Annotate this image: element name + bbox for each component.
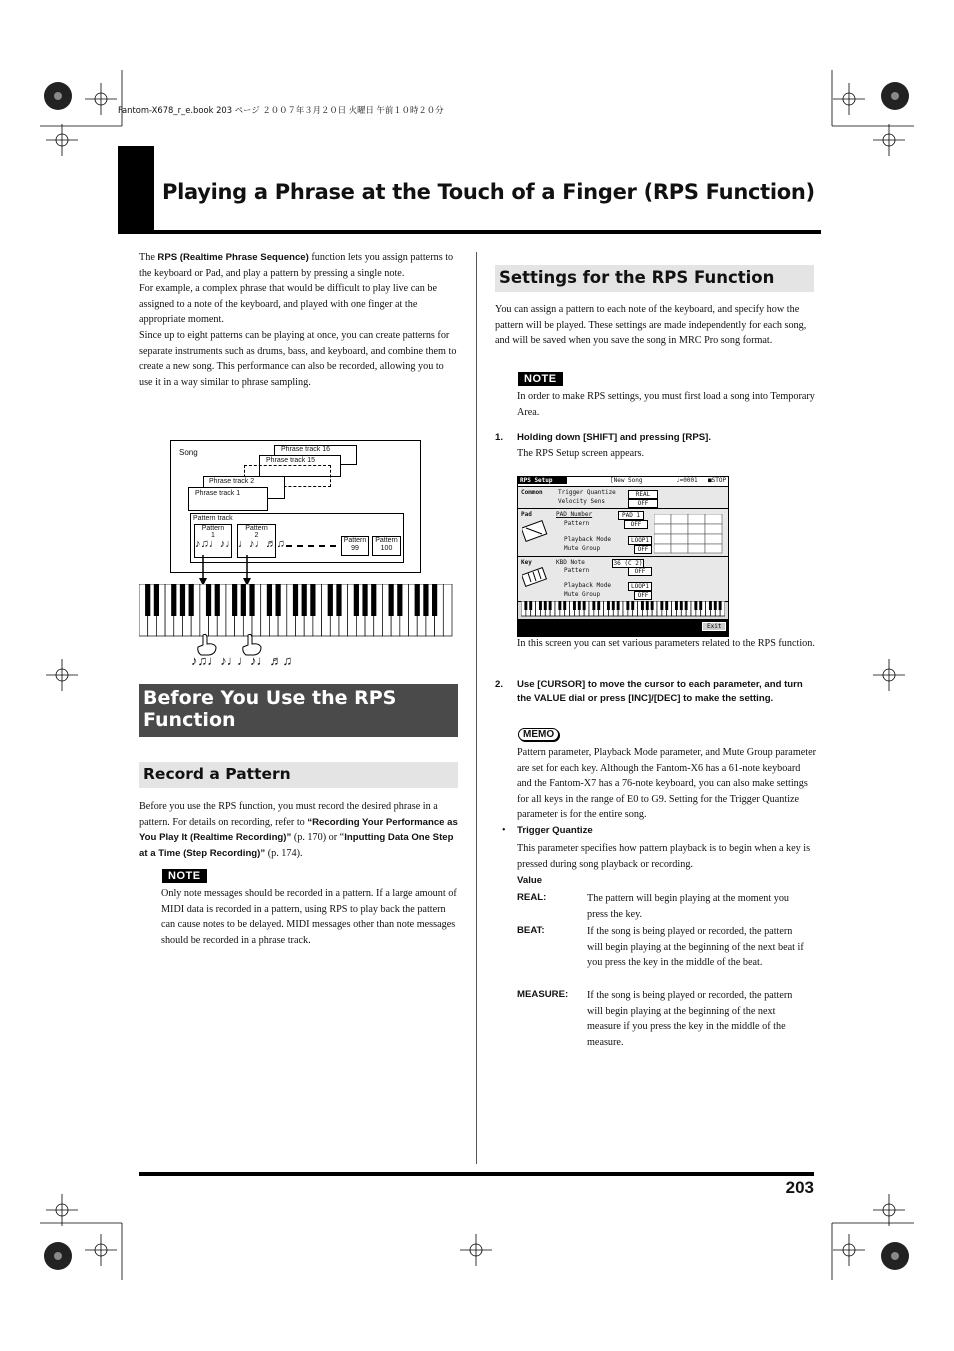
trigger-quantize-title: Trigger Quantize [517, 825, 593, 836]
key-section: Key KBD Note 36 (C 2) Pattern OFF Playback Mode LOOP1 Mute Group OFF [518, 557, 728, 602]
step-2-text: Use [CURSOR] to move the cursor to each parameter, and turn the VALUE dial or press [INC]/[DEC] to make the setting. [517, 679, 803, 704]
phrase-track-2: Phrase track 2 [203, 476, 285, 499]
value-desc-beat: If the song is being played or recorded, the pattern will begin playing at the beginning of the next beat if you press the key in the middle of the beat. [587, 926, 804, 969]
step-1-text: Holding down [SHIFT] and pressing [RPS]. [517, 432, 711, 443]
value-term-measure: MEASURE: [517, 989, 569, 1000]
settings-note-text: In order to make RPS settings, you must first load a song into Temporary Area. [517, 391, 815, 418]
pad-mute-group-field[interactable]: OFF [634, 545, 652, 554]
value-desc-real: The pattern will begin playing at the moment you press the key. [587, 893, 790, 920]
value-label: Value [517, 875, 543, 886]
black-key [607, 601, 610, 610]
pad-icon [522, 520, 548, 542]
black-key [597, 601, 600, 610]
pad-pattern-field[interactable]: OFF [624, 520, 648, 529]
black-key [549, 601, 552, 610]
link-realtime-recording[interactable]: “Recording Your Performance as You Play It (Realtime Recording)” [139, 816, 458, 844]
phrase-track-16: Phrase track 16 [274, 445, 357, 465]
key-mute-group-field[interactable]: OFF [634, 591, 652, 600]
black-key [539, 601, 542, 610]
value-term-beat: BEAT: [517, 925, 545, 936]
intro-p1-post: function lets you assign patterns to the keyboard or Pad, and play a pattern by pressing a single note. [139, 252, 454, 279]
black-key [180, 584, 185, 616]
black-key [660, 601, 663, 610]
intro-p3: Since up to eight patterns can be playing at once, you can create patterns for separate instruments such as drums, bass, and keyboard, and combine them to create a new song. This performance can also be recorded, allowing you to use it in a way similar to phrase sampling. [139, 329, 457, 388]
black-key [578, 601, 581, 610]
screen-titlebar: RPS Setup [New Song ♩=0001 ■STOP [518, 477, 728, 487]
black-key [544, 601, 547, 610]
value-term-real: REAL: [517, 892, 547, 903]
black-key [371, 584, 376, 616]
black-key [563, 601, 566, 610]
black-key [249, 584, 254, 616]
black-key [646, 601, 649, 610]
pattern-track-box: Pattern track Pattern 1 ♪♫♩♪♩ Pattern 2 ♩♪♩♬♫ Pattern 99 Pattern 100 [190, 513, 404, 563]
pad-number-field[interactable]: PAD 1 [618, 511, 644, 520]
settings-intro: You can assign a pattern to each note of the keyboard, and specify how the pattern will be played. These settings are made independently for each song, and will be saved when you save the song in MRC Pro song format. [495, 304, 807, 347]
black-key [685, 601, 688, 610]
black-key [641, 601, 644, 610]
notes-played-1: ♪♫♩♪♩ [191, 653, 240, 668]
screen-keyboard-strip [521, 601, 725, 617]
after-screen-text: In this screen you can set various parameters related to the RPS function. [517, 638, 815, 649]
black-key [189, 584, 194, 616]
rps-setup-screen [517, 476, 729, 637]
black-key [389, 584, 394, 616]
pad-grid [654, 514, 724, 554]
rps-diagram [139, 438, 453, 688]
black-key [206, 584, 211, 616]
pattern-99: Pattern 99 [341, 536, 369, 556]
intro-text [139, 250, 459, 390]
trigger-quantize-desc: This parameter specifies how pattern playback is to begin when a key is pressed during song playback or recording. [517, 843, 811, 870]
black-key [432, 584, 437, 616]
kbd-note-field[interactable]: 36 (C 2) [613, 560, 643, 567]
black-key [415, 584, 420, 616]
screen-title: RPS Setup [518, 477, 567, 484]
black-key [719, 601, 722, 610]
black-key [524, 601, 527, 610]
black-key [558, 601, 561, 610]
white-key [443, 584, 452, 636]
intro-p1-pre: The [139, 252, 158, 263]
black-key [675, 601, 678, 610]
notes-played-2: ♩♪♩♬♫ [237, 653, 293, 668]
black-key [680, 601, 683, 610]
black-key [302, 584, 307, 616]
before-heading: Before You Use the RPS Function [139, 684, 458, 737]
black-key [651, 601, 654, 610]
bullet: • [502, 825, 506, 836]
page-title: Playing a Phrase at the Touch of a Finger (RPS Function) [162, 180, 815, 204]
page-number: 203 [785, 1178, 814, 1197]
step-2-number: 2. [495, 679, 504, 690]
pattern-100: Pattern 100 [372, 536, 401, 556]
black-key [276, 584, 281, 616]
black-key [267, 584, 272, 616]
keyboard-icon [522, 567, 548, 589]
link-step-recording[interactable]: Inputting Data One Step at a Time (Step Recording)” [139, 832, 454, 859]
black-key [714, 601, 717, 610]
black-key [612, 601, 615, 610]
black-key [626, 601, 629, 610]
memo-badge: MEMO [518, 728, 559, 741]
pattern-1: Pattern 1 ♪♫♩♪♩ [194, 524, 232, 558]
note-badge: NOTE [518, 372, 563, 386]
phrase-track-1: Phrase track 1 [188, 487, 268, 511]
pad-playback-mode-field[interactable]: LOOP1 [628, 536, 652, 545]
pad-section: Pad PAD Number PAD 1 Pattern OFF Playback Mode LOOP1 Mute Group OFF [518, 509, 728, 557]
record-pattern-text: Before you use the RPS function, you must record the desired phrase in a pattern. For details on recording, refer to “Recording Your Performance as You Play It (Realtime Recording)” (p. 170) or “Inputting Data One Step at a Time (Step Recording)” (p. 174). [139, 801, 458, 859]
black-key [241, 584, 246, 616]
title-rule [118, 230, 821, 234]
black-key [583, 601, 586, 610]
pattern-1-notes: ♪♫♩♪♩ [195, 538, 237, 550]
black-key [336, 584, 341, 616]
song-label: Song [179, 448, 198, 457]
black-key [362, 584, 367, 616]
black-key [573, 601, 576, 610]
black-key [631, 601, 634, 610]
note-badge: NOTE [162, 869, 207, 883]
record-pattern-heading: Record a Pattern [139, 762, 458, 788]
pattern-2: Pattern 2 ♩♪♩♬♫ [237, 524, 276, 558]
memo-text: Pattern parameter, Playback Mode parameter, and Mute Group parameter are set for each key. Although the Fantom-X6 has a 61-note keyboard and the Fantom-X7 has a 76-note keyboard, you can also make settings for all keys in the range of E0 to G9. Setting for the Trigger Quantize parameter is for the entire song. [517, 747, 817, 821]
black-key [397, 584, 402, 616]
step-1-number: 1. [495, 432, 504, 443]
black-key [145, 584, 150, 616]
title-block [118, 146, 154, 232]
pattern-2-notes: ♩♪♩♬♫ [238, 538, 285, 550]
phrase-track-15: Phrase track 15 [259, 455, 341, 477]
black-key [232, 584, 237, 616]
trigger-quantize-field[interactable]: REAL [628, 490, 658, 499]
black-key [665, 601, 668, 610]
black-key [709, 601, 712, 610]
intro-p1-bold: RPS (Realtime Phrase Sequence) [157, 252, 309, 263]
black-key [293, 584, 298, 616]
common-section: Common Trigger Quantize REAL Velocity Sens OFF [518, 487, 728, 509]
velocity-sens-field[interactable]: OFF [628, 499, 658, 508]
exit-button[interactable]: Exit [702, 622, 726, 631]
key-playback-mode-field[interactable]: LOOP1 [628, 582, 652, 591]
footer-rule [139, 1172, 814, 1176]
screen-footer [518, 619, 728, 636]
settings-heading: Settings for the RPS Function [495, 265, 814, 292]
key-pattern-field[interactable]: OFF [628, 567, 652, 576]
keyboard-illustration [139, 584, 453, 638]
print-header-line: Fantom-X678_r_e.book 203 ページ ２００７年３月２０日 火曜日 午前１０時２０分 [118, 105, 444, 115]
black-key [354, 584, 359, 616]
black-key [617, 601, 620, 610]
black-key [310, 584, 315, 616]
black-key [699, 601, 702, 610]
black-key [171, 584, 176, 616]
black-key [694, 601, 697, 610]
black-key [328, 584, 333, 616]
black-key [154, 584, 159, 616]
black-key [215, 584, 220, 616]
column-divider [476, 252, 477, 1164]
black-key [423, 584, 428, 616]
intro-p2: For example, a complex phrase that would be difficult to play live can be assigned to a note of the keyboard, and played with one finger at the appropriate moment. [139, 283, 437, 326]
step-1-subtext: The RPS Setup screen appears. [517, 448, 645, 459]
diagram-arrows [139, 438, 453, 688]
black-key [592, 601, 595, 610]
value-desc-measure: If the song is being played or recorded, the pattern will begin playing at the beginning of the next measure if you press the key in the middle of the measure. [587, 990, 793, 1048]
black-key [529, 601, 532, 610]
note-text: Only note messages should be recorded in a pattern. If a large amount of MIDI data is recorded in a pattern, using RPS to play back the pattern can cause notes to be delayed. MIDI messages other than note messages should be recorded in a phrase track. [161, 888, 457, 946]
